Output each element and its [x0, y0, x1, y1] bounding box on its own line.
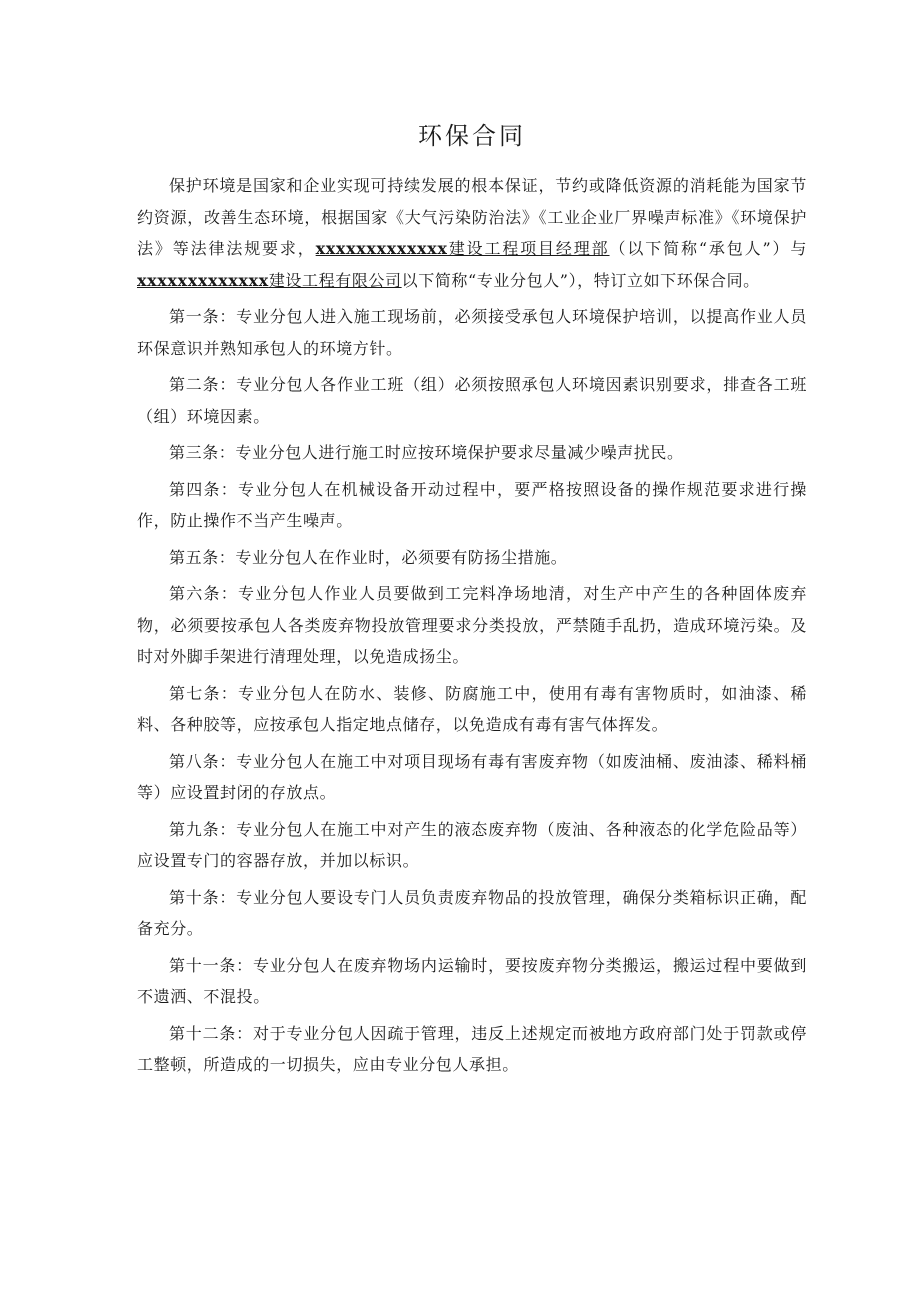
article-9: 第九条：专业分包人在施工中对产生的液态废弃物（废油、各种液态的化学危险品等）应设置专门的容器存放，并加以标识。	[137, 819, 807, 870]
article-8: 第八条：专业分包人在施工中对项目现场有毒有害废弃物（如废油桶、废油漆、稀料桶等）应设置封闭的存放点。	[137, 751, 807, 802]
subcontractor-name-text: 建设工程有限公司	[268, 270, 402, 290]
document-page	[137, 118, 807, 1086]
intro-text-part1: 保护环境是国家和企业实现可持续发展的根本保证，节约或降低资源的消耗能为国家节约资源，改善生态环境，根据国家《大气污染防治法》《工业企业厂界噪声标准》《环境保护法》等法律法规要求，	[137, 176, 807, 258]
contractor-placeholder: xxxxxxxxxxxxx	[315, 239, 448, 258]
article-10: 第十条：专业分包人要设专门人员负责废弃物品的投放管理，确保分类箱标识正确，配备充分。	[137, 887, 807, 938]
article-6: 第六条：专业分包人作业人员要做到工完料净场地清，对生产中产生的各种固体废弃物，必须要按承包人各类废弃物投放管理要求分类投放，严禁随手乱扔，造成环境污染。及时对外脚手架进行清理处理，以免造成扬尘。	[137, 584, 807, 666]
intro-text-part3: 以下简称“专业分包人”），特订立如下环保合同。	[401, 270, 760, 290]
contractor-name	[316, 239, 610, 258]
contractor-name-text: 建设工程项目经理部	[447, 239, 610, 258]
article-12: 第十二条：对于专业分包人因疏于管理，违反上述规定而被地方政府部门处于罚款或停工整顿，所造成的一切损失，应由专业分包人承担。	[137, 1023, 807, 1074]
subcontractor-placeholder: xxxxxxxxxxxxx	[137, 270, 269, 290]
intro-paragraph	[137, 170, 807, 296]
intro-text-part2: （以下简称“承包人”）与	[609, 239, 807, 258]
article-5: 第五条：专业分包人在作业时，必须要有防扬尘措施。	[169, 547, 568, 567]
article-7: 第七条：专业分包人在防水、装修、防腐施工中，使用有毒有害物质时，如油漆、稀料、各种胶等，应按承包人指定地点储存，以免造成有毒有害气体挥发。	[137, 683, 807, 734]
article-1: 第一条：专业分包人进入施工现场前，必须接受承包人环境保护培训，以提高作业人员环保意识并熟知承包人的环境方针。	[137, 307, 807, 358]
article-11: 第十一条：专业分包人在废弃物场内运输时，要按废弃物分类搬运，搬运过程中要做到不遗洒、不混投。	[137, 955, 807, 1006]
subcontractor-name	[137, 271, 402, 290]
article-4: 第四条：专业分包人在机械设备开动过程中，要严格按照设备的操作规范要求进行操作，防止操作不当产生噪声。	[137, 479, 807, 530]
article-3: 第三条：专业分包人进行施工时应按环境保护要求尽量减少噪声扰民。	[169, 443, 684, 462]
article-2: 第二条：专业分包人各作业工班（组）必须按照承包人环境因素识别要求，排查各工班（组）环境因素。	[137, 375, 807, 426]
document-title: 环保合同	[418, 122, 526, 150]
